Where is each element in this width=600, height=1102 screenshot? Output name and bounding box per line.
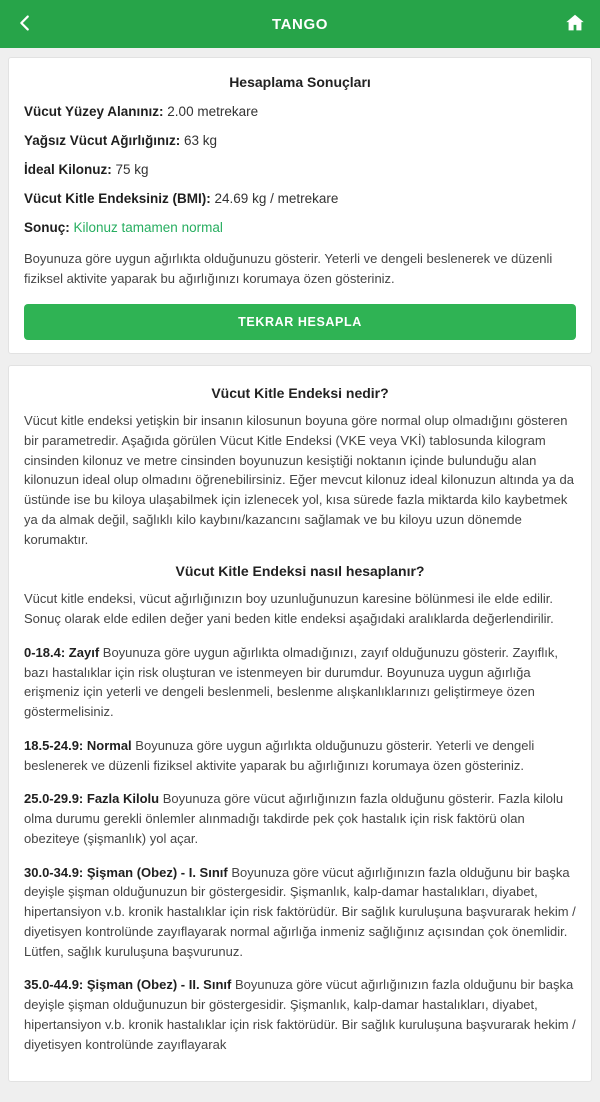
info-card <box>8 365 592 1082</box>
result-row-ideal-weight <box>24 162 576 177</box>
result-row-value: 24.69 kg / metrekare <box>214 191 339 206</box>
recalculate-button[interactable]: TEKRAR HESAPLA <box>24 304 576 340</box>
chevron-left-icon <box>14 12 36 37</box>
bmi-range-overweight <box>24 789 576 848</box>
results-card-title: Hesaplama Sonuçları <box>229 74 371 90</box>
home-button[interactable] <box>560 8 590 41</box>
bmi-range-label: 35.0-44.9: Şişman (Obez) - II. Sınıf <box>24 977 232 993</box>
bmi-range-normal <box>24 736 576 776</box>
bmi-range-text: Boyunuza göre uygun ağırlıkta olduğunuzu gösterir. Yeterli ve dengeli beslenerek ve düzenli fiziksel aktivite yaparak bu ağırlığınızı korumaya özen gösteriniz. <box>24 737 535 773</box>
main-content <box>0 48 600 1102</box>
result-row-lean-mass <box>24 133 576 148</box>
result-row-value: 63 kg <box>184 133 218 148</box>
bmi-range-obese-1 <box>24 863 576 962</box>
result-note: Boyunuza göre uygun ağırlıkta olduğunuzu gösterir. Yeterli ve dengeli beslenerek ve düzenli fiziksel aktivite yaparak bu ağırlığınızı korumaya özen gösteriniz. <box>24 251 553 286</box>
result-row-value: 75 kg <box>115 162 149 177</box>
bmi-range-text: Boyunuza göre vücut ağırlığınızın fazla olduğunu gösterir. Fazla kilolu olma durumu gerekli önlemler alınmadığı takdirde pek çok hastalık için risk faktörü olan obeziteye (şişmanlık) yol açar. <box>24 791 564 846</box>
result-status-text: Kilonuz tamamen normal <box>73 220 223 235</box>
info-section2-title: Vücut Kitle Endeksi nasıl hesaplanır? <box>175 563 425 580</box>
bmi-range-label: 25.0-29.9: Fazla Kilolu <box>24 791 160 807</box>
bmi-range-text: Boyunuza göre uygun ağırlıkta olmadığınızı, zayıf olduğunuzu gösterir. Zayıflık, bazı hastalıklar için risk oluşturan ve istenmeyen bir durumdur. Boyunuza uygun ağırlığa erişmeniz için yeterli ve dengeli beslenmeli, beslenme alışkanlıklarınızı geliştirmeye özen göstermelisiniz. <box>24 644 559 719</box>
info-section1-title: Vücut Kitle Endeksi nedir? <box>211 385 389 401</box>
bmi-range-label: 18.5-24.9: Normal <box>24 737 132 753</box>
home-icon <box>564 12 586 37</box>
result-row-value: 2.00 metrekare <box>167 104 259 119</box>
bmi-range-text: Boyunuza göre vücut ağırlığınızın fazla olduğunu bir başka deyişle şişman olduğunuzun bir göstergesidir. Şişmanlık, kalp-damar hastalıkları, diyabet, hipertansiyon v.b. kronik hastalıklar için risk faktörüdür. Bir sağlık kuruluşuna başvurarak hekim / diyetisyen kontrolünde zayıflayarak <box>24 977 576 1052</box>
bmi-range-label: 0-18.4: Zayıf <box>24 644 100 660</box>
result-label: Sonuç: <box>24 220 70 235</box>
bmi-range-label: 30.0-34.9: Şişman (Obez) - I. Sınıf <box>24 864 228 880</box>
result-row-label: İdeal Kilonuz: <box>24 162 112 177</box>
bmi-range-text: Boyunuza göre vücut ağırlığınızın fazla olduğunu bir başka deyişle şişman olduğunuzun bir göstergesidir. Şişmanlık, kalp-damar hastalıkları, diyabet, hipertansiyon v.b. kronik hastalıklar için risk faktörüdür. Bir sağlık kuruluşuna başvurarak hekim / diyetisyen kontrolünde zayıflayarak normal ağırlığa inmeniz sağlığınız açısından çok önemlidir. Lütfen, sağlık kuruluşuna başvurunuz. <box>24 864 576 959</box>
bmi-range-underweight <box>24 643 576 722</box>
result-row-label: Vücut Kitle Endeksiniz (BMI): <box>24 191 211 206</box>
page-title: TANGO <box>271 15 329 33</box>
results-card <box>8 57 592 354</box>
result-row-label: Yağsız Vücut Ağırlığınız: <box>24 133 181 148</box>
result-row-label: Vücut Yüzey Alanınız: <box>24 104 164 119</box>
result-row-body-surface <box>24 104 576 119</box>
info-section2-text: Vücut kitle endeksi, vücut ağırlığınızın boy uzunluğunuzun karesine bölünmesi ile elde edilir. Sonuç olarak elde edilen değer yani beden kitle endeksi aşağıdaki aralıklarda değerlendirilir. <box>24 591 554 626</box>
back-button[interactable] <box>10 8 40 41</box>
bmi-range-obese-2 <box>24 975 576 1054</box>
result-row-bmi <box>24 191 576 206</box>
result-row-conclusion <box>24 220 576 235</box>
header <box>0 0 600 48</box>
info-section1-text: Vücut kitle endeksi yetişkin bir insanın kilosunun boyuna göre normal olup olmadığını gösteren bir parametredir. Aşağıda görülen Vücut Kitle Endeksi (VKE veya VKİ) tablosunda kilogram cinsinden kilonuz ve metre cinsinden boyunuzun kesiştiği noktanın içinde bulunduğu alan kilonuzun ideal olup olmadını öğrenebilirsiniz. Eğer mevcut kilonuz ideal kilonuzun altında ya da üstünde ise bu kiloya ulaşabilmek için izlenecek yol, kısa sürede fazla miktarda kilo kaybetmek ya da almak değil, sağlıklı kilo kaybını/kazancını sağlamak ve bu kiloyu uzun dönemde korumaktır. <box>24 413 574 547</box>
